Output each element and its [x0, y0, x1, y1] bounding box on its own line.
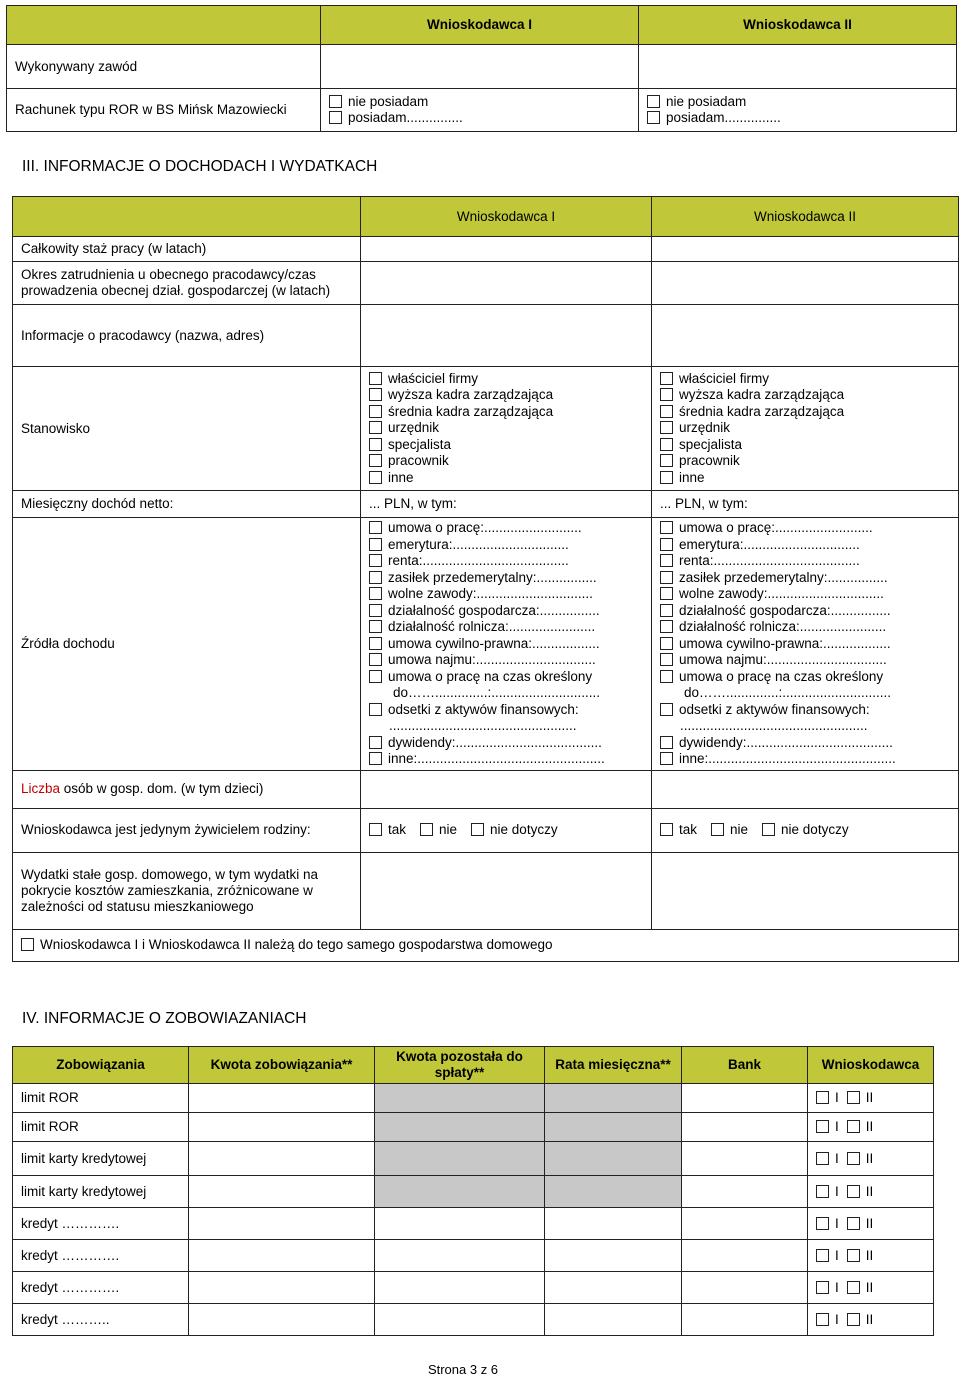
option-yes[interactable]: tak — [369, 822, 406, 838]
checkbox[interactable] — [647, 95, 660, 108]
installment-input[interactable] — [545, 1304, 682, 1336]
header-applicant-2: Wnioskodawca II — [652, 197, 959, 237]
checkbox[interactable] — [369, 637, 382, 650]
applicant-option-2[interactable]: II — [847, 1248, 874, 1264]
seniority-input-1[interactable] — [361, 237, 652, 262]
applicant-options — [808, 1142, 934, 1176]
income-source-option[interactable]: działalność gospodarcza:................ — [369, 603, 643, 620]
applicant-option-1[interactable]: I — [816, 1280, 839, 1296]
checkbox[interactable] — [847, 1249, 860, 1262]
checkbox[interactable] — [762, 823, 775, 836]
occupation-input-2[interactable] — [639, 45, 957, 89]
checkbox[interactable] — [369, 703, 382, 716]
income-source-option[interactable]: renta:....................................... — [369, 553, 643, 570]
sole-breadwinner-options-2 — [652, 808, 959, 852]
option-not-applicable[interactable]: nie dotyczy — [471, 822, 558, 838]
remaining-input[interactable] — [375, 1272, 545, 1304]
checkbox[interactable] — [847, 1313, 860, 1326]
checkbox[interactable] — [369, 620, 382, 633]
label-ror-account: Rachunek typu ROR w BS Mińsk Mazowiecki — [7, 89, 321, 132]
label-employment-period: Okres zatrudnienia u obecnego pracodawcy/czas prowadzenia obecnej dział. gospodarczej (w latach) — [13, 262, 361, 305]
liability-type: limit karty kredytowej — [13, 1142, 189, 1176]
bank-input[interactable] — [682, 1208, 808, 1240]
income-source-until[interactable]: do……..............:............................. — [393, 685, 601, 700]
checkbox[interactable] — [369, 823, 382, 836]
employer-info-input-2[interactable] — [652, 305, 959, 367]
position-option[interactable]: specjalista — [660, 437, 950, 454]
household-size-input-1[interactable] — [361, 770, 652, 808]
option-no[interactable]: nie — [420, 822, 457, 838]
applicant-option-1[interactable]: I — [816, 1090, 839, 1106]
position-option[interactable]: właściciel firmy — [369, 371, 643, 388]
header-remaining: Kwota pozostała do spłaty** — [375, 1047, 545, 1084]
applicant-options — [808, 1240, 934, 1272]
liability-type: kredyt …………. — [13, 1272, 189, 1304]
installment-input[interactable] — [545, 1272, 682, 1304]
applicant-options — [808, 1113, 934, 1142]
income-source-option[interactable]: zasiłek przedemerytalny:................ — [660, 570, 950, 587]
amount-input[interactable] — [189, 1304, 375, 1336]
employment-period-input-2[interactable] — [652, 262, 959, 305]
position-option[interactable]: inne — [369, 470, 643, 487]
header-empty — [13, 197, 361, 237]
applicant-option-1[interactable]: I — [816, 1248, 839, 1264]
label-position: Stanowisko — [13, 367, 361, 491]
installment-input[interactable] — [545, 1208, 682, 1240]
header-applicant: Wnioskodawca — [808, 1047, 934, 1084]
ror-options-2 — [639, 89, 957, 132]
income-table — [12, 196, 959, 962]
checkbox[interactable] — [660, 421, 673, 434]
employment-period-input-1[interactable] — [361, 262, 652, 305]
header-applicant-2: Wnioskodawca II — [639, 6, 957, 45]
label-net-income: Miesięczny dochód netto: — [13, 491, 361, 518]
income-source-option[interactable]: umowa o pracę na czas określony — [660, 669, 950, 686]
amount-input[interactable] — [189, 1084, 375, 1113]
applicant-option-2[interactable]: II — [847, 1119, 874, 1135]
position-option[interactable]: urzędnik — [660, 420, 950, 437]
income-source-option[interactable]: umowa najmu:................................ — [369, 652, 643, 669]
income-source-option[interactable]: odsetki z aktywów finansowych: — [660, 702, 950, 719]
page-footer: Strona 3 z 6 — [427, 1362, 499, 1377]
income-source-option[interactable]: emerytura:............................... — [660, 537, 950, 554]
income-sources-1 — [361, 518, 652, 771]
checkbox[interactable] — [660, 521, 673, 534]
installment-input[interactable] — [545, 1240, 682, 1272]
liability-type: kredyt …………. — [13, 1208, 189, 1240]
ror-option-2-have[interactable]: posiadam............... — [647, 110, 948, 127]
checkbox[interactable] — [660, 736, 673, 749]
checkbox[interactable] — [660, 703, 673, 716]
income-source-option[interactable]: dywidendy:....................................... — [660, 735, 950, 752]
checkbox[interactable] — [21, 938, 34, 951]
checkbox[interactable] — [660, 587, 673, 600]
checkbox[interactable] — [369, 538, 382, 551]
net-income-2[interactable]: ... PLN, w tym: — [652, 491, 959, 518]
income-source-option[interactable]: umowa o pracę na czas określony — [369, 669, 643, 686]
checkbox[interactable] — [369, 670, 382, 683]
income-source-option[interactable]: wolne zawody:............................... — [369, 586, 643, 603]
installment-cell — [545, 1084, 682, 1113]
checkbox[interactable] — [660, 538, 673, 551]
label-sole-breadwinner: Wnioskodawca jest jedynym żywicielem rodziny: — [13, 808, 361, 852]
option-yes[interactable]: tak — [660, 822, 697, 838]
header-liabilities: Zobowiązania — [13, 1047, 189, 1084]
applicant-option-1[interactable]: I — [816, 1151, 839, 1167]
header-bank: Bank — [682, 1047, 808, 1084]
employer-info-input-1[interactable] — [361, 305, 652, 367]
header-amount: Kwota zobowiązania** — [189, 1047, 375, 1084]
applicant-option-2[interactable]: II — [847, 1151, 874, 1167]
sole-breadwinner-options-1 — [361, 808, 652, 852]
checkbox[interactable] — [369, 604, 382, 617]
checkbox[interactable] — [660, 670, 673, 683]
checkbox[interactable] — [847, 1185, 860, 1198]
bank-input[interactable] — [682, 1176, 808, 1208]
income-source-option[interactable]: umowa o pracę:.......................... — [660, 520, 950, 537]
checkbox[interactable] — [369, 752, 382, 765]
header-empty — [7, 6, 321, 45]
position-option[interactable]: średnia kadra zarządzająca — [369, 404, 643, 421]
applicant-options — [808, 1208, 934, 1240]
checkbox[interactable] — [369, 736, 382, 749]
household-size-input-2[interactable] — [652, 770, 959, 808]
remaining-cell — [375, 1084, 545, 1113]
ror-options-1 — [321, 89, 639, 132]
income-source-dots[interactable]: .................................................. — [389, 718, 577, 733]
fixed-expenses-input-2[interactable] — [652, 852, 959, 929]
label-fixed-expenses: Wydatki stałe gosp. domowego, w tym wydatki na pokrycie kosztów zamieszkania, zróżnicowane w zależności od statusu mieszkaniowego — [13, 852, 361, 929]
occupation-input-1[interactable] — [321, 45, 639, 89]
checkbox[interactable] — [660, 637, 673, 650]
checkbox[interactable] — [369, 471, 382, 484]
option-not-applicable[interactable]: nie dotyczy — [762, 822, 849, 838]
checkbox[interactable] — [660, 554, 673, 567]
position-option[interactable]: pracownik — [660, 453, 950, 470]
amount-input[interactable] — [189, 1176, 375, 1208]
seniority-input-2[interactable] — [652, 237, 959, 262]
checkbox[interactable] — [369, 405, 382, 418]
amount-input[interactable] — [189, 1272, 375, 1304]
position-option[interactable]: pracownik — [369, 453, 643, 470]
label-occupation: Wykonywany zawód — [7, 45, 321, 89]
liability-type: limit ROR — [13, 1084, 189, 1113]
label-employer-info: Informacje o pracodawcy (nazwa, adres) — [13, 305, 361, 367]
remaining-cell — [375, 1176, 545, 1208]
checkbox[interactable] — [660, 653, 673, 666]
bank-input[interactable] — [682, 1084, 808, 1113]
header-applicant-1: Wnioskodawca I — [361, 197, 652, 237]
label-income-sources: Źródła dochodu — [13, 518, 361, 771]
checkbox[interactable] — [816, 1217, 829, 1230]
applicant-table — [6, 5, 957, 132]
position-option[interactable]: wyższa kadra zarządzająca — [660, 387, 950, 404]
applicant-option-1[interactable]: I — [816, 1216, 839, 1232]
income-source-option[interactable]: umowa cywilno-prawna:.................. — [369, 636, 643, 653]
remaining-cell — [375, 1142, 545, 1176]
checkbox[interactable] — [369, 521, 382, 534]
income-source-option[interactable]: inne:.................................................. — [660, 751, 950, 768]
amount-input[interactable] — [189, 1240, 375, 1272]
bank-input[interactable] — [682, 1272, 808, 1304]
fixed-expenses-input-1[interactable] — [361, 852, 652, 929]
header-installment: Rata miesięczna** — [545, 1047, 682, 1084]
checkbox[interactable] — [329, 95, 342, 108]
checkbox[interactable] — [660, 752, 673, 765]
position-option[interactable]: właściciel firmy — [660, 371, 950, 388]
section-4-title: IV. INFORMACJE O ZOBOWIAZANIACH — [22, 1010, 307, 1027]
income-source-until[interactable]: do……..............:............................. — [684, 685, 892, 700]
income-source-option[interactable]: dywidendy:....................................... — [369, 735, 643, 752]
ror-option-2-none[interactable]: nie posiadam — [647, 94, 948, 111]
remaining-cell — [375, 1113, 545, 1142]
income-source-option[interactable]: renta:....................................... — [660, 553, 950, 570]
checkbox[interactable] — [369, 571, 382, 584]
income-source-option[interactable]: działalność gospodarcza:................ — [660, 603, 950, 620]
income-source-option[interactable]: działalność rolnicza:....................... — [660, 619, 950, 636]
income-source-option[interactable]: umowa najmu:................................ — [660, 652, 950, 669]
checkbox[interactable] — [369, 454, 382, 467]
checkbox[interactable] — [329, 111, 342, 124]
header-applicant-1: Wnioskodawca I — [321, 6, 639, 45]
checkbox[interactable] — [660, 454, 673, 467]
checkbox[interactable] — [847, 1217, 860, 1230]
installment-cell — [545, 1113, 682, 1142]
checkbox[interactable] — [369, 388, 382, 401]
applicant-option-2[interactable]: II — [847, 1280, 874, 1296]
applicant-option-1[interactable]: I — [816, 1312, 839, 1328]
remaining-input[interactable] — [375, 1240, 545, 1272]
income-sources-2 — [652, 518, 959, 771]
checkbox[interactable] — [660, 471, 673, 484]
bank-input[interactable] — [682, 1142, 808, 1176]
checkbox[interactable] — [660, 571, 673, 584]
checkbox[interactable] — [660, 438, 673, 451]
ror-option-1-have[interactable]: posiadam............... — [329, 110, 630, 127]
checkbox[interactable] — [369, 653, 382, 666]
applicant-option-2[interactable]: II — [847, 1216, 874, 1232]
position-option[interactable]: średnia kadra zarządzająca — [660, 404, 950, 421]
liability-type: limit karty kredytowej — [13, 1176, 189, 1208]
position-option[interactable]: wyższa kadra zarządzająca — [369, 387, 643, 404]
checkbox[interactable] — [647, 111, 660, 124]
checkbox[interactable] — [816, 1185, 829, 1198]
installment-cell — [545, 1142, 682, 1176]
section-3-title: III. INFORMACJE O DOCHODACH I WYDATKACH — [22, 158, 378, 175]
remaining-input[interactable] — [375, 1304, 545, 1336]
applicant-options — [808, 1272, 934, 1304]
amount-input[interactable] — [189, 1208, 375, 1240]
amount-input[interactable] — [189, 1142, 375, 1176]
option-no[interactable]: nie — [711, 822, 748, 838]
applicant-option-2[interactable]: II — [847, 1090, 874, 1106]
applicant-option-2[interactable]: II — [847, 1184, 874, 1200]
checkbox[interactable] — [369, 587, 382, 600]
ror-option-1-none[interactable]: nie posiadam — [329, 94, 630, 111]
checkbox[interactable] — [369, 554, 382, 567]
income-source-option[interactable]: umowa o pracę:.......................... — [369, 520, 643, 537]
applicant-option-2[interactable]: II — [847, 1312, 874, 1328]
applicant-options — [808, 1176, 934, 1208]
income-source-option[interactable]: zasiłek przedemerytalny:................ — [369, 570, 643, 587]
applicant-option-1[interactable]: I — [816, 1119, 839, 1135]
checkbox[interactable] — [369, 438, 382, 451]
checkbox[interactable] — [660, 604, 673, 617]
liabilities-table — [12, 1046, 934, 1336]
income-source-dots[interactable]: .................................................. — [680, 718, 868, 733]
bank-input[interactable] — [682, 1113, 808, 1142]
bank-input[interactable] — [682, 1240, 808, 1272]
liability-type: kredyt ……….. — [13, 1304, 189, 1336]
position-option[interactable]: specjalista — [369, 437, 643, 454]
income-source-option[interactable]: inne:.................................................. — [369, 751, 643, 768]
checkbox[interactable] — [816, 1313, 829, 1326]
income-source-option[interactable]: emerytura:............................... — [369, 537, 643, 554]
checkbox[interactable] — [847, 1152, 860, 1165]
same-household-row[interactable]: Wnioskodawca I i Wnioskodawca II należą do tego samego gospodarstwa domowego — [13, 929, 959, 961]
checkbox[interactable] — [660, 372, 673, 385]
liability-type: kredyt …………. — [13, 1240, 189, 1272]
position-options-2 — [652, 367, 959, 491]
net-income-1[interactable]: ... PLN, w tym: — [361, 491, 652, 518]
checkbox[interactable] — [816, 1152, 829, 1165]
applicant-option-1[interactable]: I — [816, 1184, 839, 1200]
checkbox[interactable] — [369, 372, 382, 385]
checkbox[interactable] — [847, 1281, 860, 1294]
position-option[interactable]: urzędnik — [369, 420, 643, 437]
amount-input[interactable] — [189, 1113, 375, 1142]
checkbox[interactable] — [660, 405, 673, 418]
applicant-options — [808, 1084, 934, 1113]
checkbox[interactable] — [711, 823, 724, 836]
checkbox[interactable] — [660, 823, 673, 836]
position-option[interactable]: inne — [660, 470, 950, 487]
income-source-option[interactable]: odsetki z aktywów finansowych: — [369, 702, 643, 719]
checkbox[interactable] — [816, 1249, 829, 1262]
checkbox[interactable] — [816, 1091, 829, 1104]
checkbox[interactable] — [369, 421, 382, 434]
checkbox[interactable] — [847, 1120, 860, 1133]
installment-cell — [545, 1176, 682, 1208]
checkbox[interactable] — [816, 1281, 829, 1294]
bank-input[interactable] — [682, 1304, 808, 1336]
position-options-1 — [361, 367, 652, 491]
remaining-input[interactable] — [375, 1208, 545, 1240]
income-source-option[interactable]: działalność rolnicza:....................... — [369, 619, 643, 636]
income-source-option[interactable]: umowa cywilno-prawna:.................. — [660, 636, 950, 653]
checkbox[interactable] — [660, 388, 673, 401]
checkbox[interactable] — [471, 823, 484, 836]
income-source-option[interactable]: wolne zawody:............................... — [660, 586, 950, 603]
applicant-options — [808, 1304, 934, 1336]
label-household-size: Liczba osób w gosp. dom. (w tym dzieci) — [13, 770, 361, 808]
checkbox[interactable] — [420, 823, 433, 836]
checkbox[interactable] — [847, 1091, 860, 1104]
checkbox[interactable] — [660, 620, 673, 633]
label-total-seniority: Całkowity staż pracy (w latach) — [13, 237, 361, 262]
checkbox[interactable] — [816, 1120, 829, 1133]
liability-type: limit ROR — [13, 1113, 189, 1142]
